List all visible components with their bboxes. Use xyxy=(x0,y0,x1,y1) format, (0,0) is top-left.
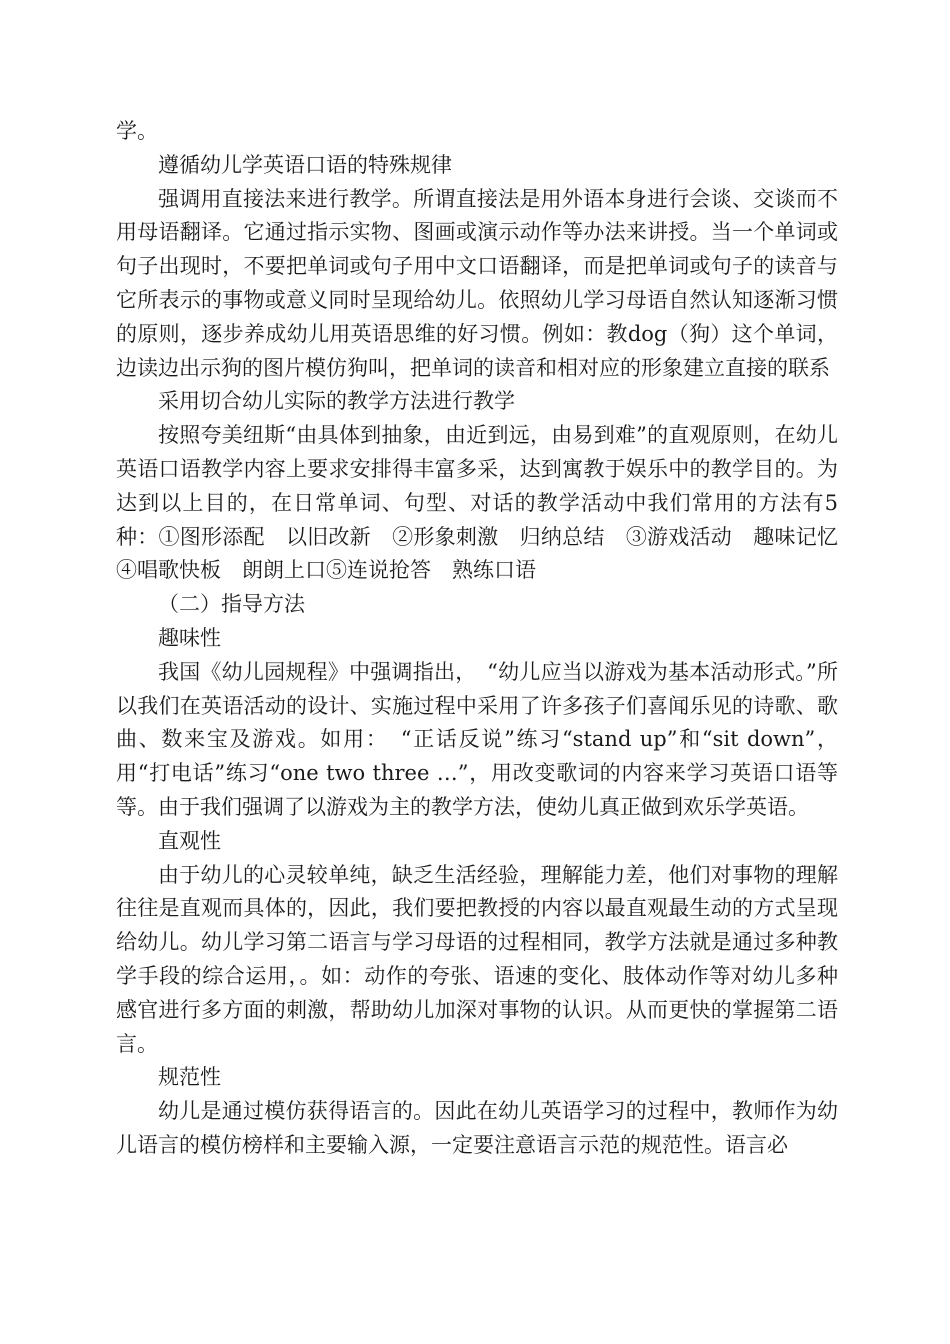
section-heading-guidance-methods: （二）指导方法 xyxy=(158,592,305,617)
paragraph-direct-method: 强调用直接法来进行教学。所谓直接法是用外语本身进行会谈、交谈而不用母语翻译。它通过指示实物、图画或演示动作等办法来讲授。当一个单词或句子出现时，不要把单词或句子用中文口语翻译，而是把单词或句子的读音与它所表示的事物或意义同时呈现给幼儿。依照幼儿学习母语自然认知逐渐习惯的原则，逐步养成幼儿用英语思维的好习惯。例如：教dog（狗）这个单词，边读边出示狗的图片模仿狗叫，把单词的读音和相对应的形象建立直接的联系 xyxy=(116,186,838,380)
section-heading-teaching-methods: 采用切合幼儿实际的教学方法进行教学 xyxy=(158,389,515,414)
section-heading-special-rules: 遵循幼儿学英语口语的特殊规律 xyxy=(158,152,452,177)
paragraph-interest: 我国《幼儿园规程》中强调指出， “幼儿应当以游戏为基本活动形式。”所以我们在英语活动的设计、实施过程中采用了许多孩子们喜闻乐见的诗歌、歌曲、数来宝及游戏。如用： “正话反说”练习“stand up”和“sit down”，用“打电话”练习“one two three …”，用改变歌词的内容来学习英语口语等等。由于我们强调了以游戏为主的教学方法，使幼儿真正做到欢乐学英语。 xyxy=(116,659,838,819)
subheading-interest: 趣味性 xyxy=(158,625,221,650)
document-body xyxy=(116,115,859,1163)
subheading-intuitiveness: 直观性 xyxy=(158,828,221,853)
paragraph-intuitiveness: 由于幼儿的心灵较单纯，缺乏生活经验，理解能力差，他们对事物的理解往往是直观而具体的，因此，我们要把教授的内容以最直观最生动的方式呈现给幼儿。幼儿学习第二语言与学习母语的过程相同，教学方法就是通过多种教学手段的综合运用，。如：动作的夸张、语速的变化、肢体动作等对幼儿多种感官进行多方面的刺激，帮助幼儿加深对事物的认识。从而更快的掌握第二语言。 xyxy=(116,862,838,1056)
subheading-standardization: 规范性 xyxy=(158,1065,221,1090)
paragraph-standardization: 幼儿是通过模仿获得语言的。因此在幼儿英语学习的过程中，教师作为幼儿语言的模仿榜样和主要输入源，一定要注意语言示范的规范性。语言必 xyxy=(116,1099,838,1157)
paragraph-comenius-principle: 按照夸美纽斯“由具体到抽象，由近到远，由易到难”的直观原则，在幼儿英语口语教学内容上要求安排得丰富多采，达到寓教于娱乐中的教学目的。为达到以上目的，在日常单词、句型、对话的教学活动中我们常用的方法有5种：①图形添配 以旧改新 ②形象刺激 归纳总结 ③游戏活动 趣味记忆 ④唱歌快板 朗朗上口⑤连说抢答 熟练口语 xyxy=(116,423,859,583)
paragraph-continuation: 学。 xyxy=(116,119,158,143)
